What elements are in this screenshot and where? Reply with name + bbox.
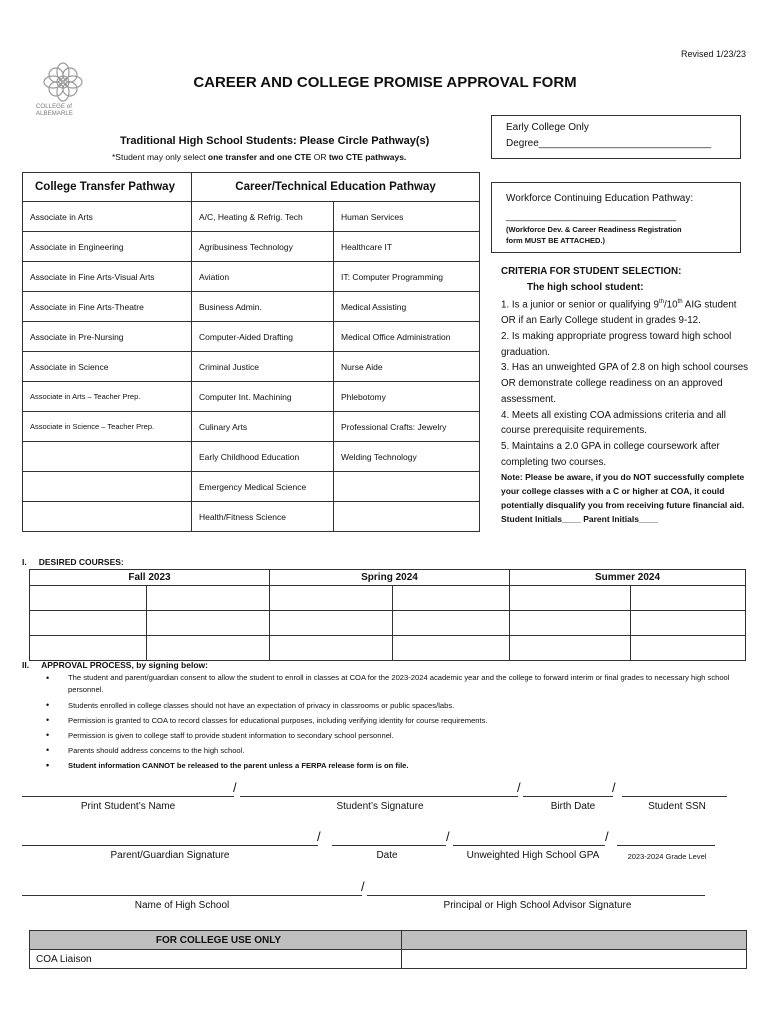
early-college-label: Early College Only: [506, 122, 589, 133]
cte-pathway-option[interactable]: Computer Int. Machining: [192, 382, 334, 412]
gpa-label: Unweighted High School GPA: [466, 850, 600, 861]
cte-pathway-option[interactable]: Welding Technology: [334, 442, 480, 472]
transfer-pathway-option[interactable]: Associate in Science – Teacher Prep.: [23, 412, 192, 442]
cte-pathway-option[interactable]: IT: Computer Programming: [334, 262, 480, 292]
logo-line-2: ALBEMARLE: [36, 111, 73, 117]
early-college-box: [491, 115, 741, 159]
header-college-transfer: College Transfer Pathway: [23, 173, 192, 202]
cte-pathway-option[interactable]: Criminal Justice: [192, 352, 334, 382]
cte-pathway-option[interactable]: Medical Assisting: [334, 292, 480, 322]
slash-separator: /: [517, 780, 521, 795]
advisor-signature-label: Principal or High School Advisor Signature: [443, 900, 632, 911]
criteria-item-4: 4. Meets all existing COA admissions criteria and all course prerequisite requirements.: [501, 409, 726, 437]
slash-separator: /: [605, 829, 609, 844]
student-signature-label: Student’s Signature: [336, 801, 424, 812]
course-cell[interactable]: [270, 636, 393, 661]
course-cell[interactable]: [30, 586, 147, 611]
criteria-item-5: 5. Maintains a 2.0 GPA in college coursework after completing two courses.: [501, 441, 720, 468]
high-school-name-label: Name of High School: [134, 900, 230, 911]
pathway-selection-note: *Student may only select one transfer and one CTE OR two CTE pathways.: [112, 152, 407, 162]
cte-pathway-option[interactable]: Phlebotomy: [334, 382, 480, 412]
parent-signature-line[interactable]: [22, 845, 318, 846]
logo-line-1: COLLEGE of: [36, 104, 73, 110]
cte-pathway-option[interactable]: Health/Fitness Science: [192, 502, 334, 532]
pathways-table: [22, 172, 480, 532]
course-row: [30, 611, 746, 636]
financial-aid-note: Note: Please be aware, if you do NOT successfully complete your college classes with a C or higher at COA, it could potentially disqualify you from receiving future financial aid.: [501, 472, 745, 511]
course-cell[interactable]: [147, 586, 270, 611]
pathway-row: [23, 352, 480, 382]
form-title: CAREER AND COLLEGE PROMISE APPROVAL FORM: [193, 74, 577, 91]
pathway-row: [23, 292, 480, 322]
transfer-pathway-option[interactable]: Associate in Fine Arts-Visual Arts: [23, 262, 192, 292]
cte-pathway-option[interactable]: Computer-Aided Drafting: [192, 322, 334, 352]
approval-bullets: [46, 671, 751, 773]
criteria-item-1: 1. Is a junior or senior or qualifying 9th/10th AIG student OR if an Early College student in grades 9-12.: [501, 299, 737, 327]
criteria-item-2: 2. Is making appropriate progress toward high school graduation.: [501, 331, 732, 358]
course-header-spring: Spring 2024: [270, 570, 510, 586]
cte-pathway-option[interactable]: Human Services: [334, 202, 480, 232]
cte-pathway-option[interactable]: Culinary Arts: [192, 412, 334, 442]
cte-pathway-option[interactable]: Agribusiness Technology: [192, 232, 334, 262]
college-use-table: [29, 930, 747, 969]
cte-pathway-option[interactable]: Aviation: [192, 262, 334, 292]
course-cell[interactable]: [30, 611, 147, 636]
print-student-name-label: Print Student’s Name: [80, 801, 176, 812]
student-signature-line[interactable]: [240, 796, 518, 797]
grade-level-label: 2023-2024 Grade Level: [627, 852, 707, 861]
course-row: [30, 636, 746, 661]
cte-pathway-option: [334, 472, 480, 502]
transfer-pathway-option[interactable]: Associate in Science: [23, 352, 192, 382]
workforce-pathway-field[interactable]: __________________________________: [506, 211, 677, 221]
transfer-pathway-option[interactable]: Associate in Pre-Nursing: [23, 322, 192, 352]
header-cte: Career/Technical Education Pathway: [192, 173, 480, 202]
course-cell[interactable]: [147, 611, 270, 636]
cte-pathway-option[interactable]: Professional Crafts: Jewelry: [334, 412, 480, 442]
criteria-item-3: 3. Has an unweighted GPA of 2.8 on high school courses OR demonstrate college readiness on an approved assessment.: [501, 362, 749, 405]
workforce-note: (Workforce Dev. & Career Readiness Registration form MUST BE ATTACHED.): [506, 225, 682, 245]
cte-pathway-option[interactable]: Business Admin.: [192, 292, 334, 322]
traditional-heading: Traditional High School Students: Please Circle Pathway(s): [120, 135, 430, 147]
criteria-section: [501, 264, 751, 526]
bullet-item: • Parents should address concerns to the high school.: [46, 743, 751, 758]
student-ssn-label: Student SSN: [648, 801, 706, 812]
course-header-summer: Summer 2024: [510, 570, 746, 586]
cte-pathway-option[interactable]: Early Childhood Education: [192, 442, 334, 472]
bullet-item: • The student and parent/guardian consent to allow the student to enroll in classes at COA for the 2023-2024 academic year and the college to forward interim or final grades to necessary high school personnel.: [46, 671, 751, 698]
cte-pathway-option: [334, 502, 480, 532]
transfer-pathway-option: [23, 472, 192, 502]
slash-separator: /: [317, 829, 321, 844]
bullet-item: • Student information CANNOT be released to the parent unless a FERPA release form is on file.: [46, 758, 751, 773]
bullet-item: • Permission is given to college staff to provide student information to secondary school personnel.: [46, 728, 751, 743]
college-use-header: FOR COLLEGE USE ONLY: [30, 931, 402, 950]
course-cell[interactable]: [30, 636, 147, 661]
pathway-row: [23, 412, 480, 442]
course-row: [30, 586, 746, 611]
pathway-row: [23, 322, 480, 352]
cte-pathway-option[interactable]: A/C, Heating & Refrig. Tech: [192, 202, 334, 232]
desired-courses-table: [29, 569, 746, 661]
bullet-item: • Students enrolled in college classes should not have an expectation of privacy in classrooms or public spaces/labs.: [46, 698, 751, 713]
high-school-name-line[interactable]: [22, 895, 362, 896]
slash-separator: /: [612, 780, 616, 795]
section-1-heading: I. DESIRED COURSES:: [22, 557, 124, 567]
date-line[interactable]: [332, 845, 446, 846]
initials-line[interactable]: Student Initials____ Parent Initials____: [501, 514, 658, 525]
course-cell[interactable]: [393, 636, 510, 661]
slash-separator: /: [233, 780, 237, 795]
pathway-row: [23, 502, 480, 532]
pathway-row: [23, 382, 480, 412]
gpa-line[interactable]: [453, 845, 605, 846]
college-use-header-blank: [402, 931, 747, 950]
coa-liaison-field[interactable]: [402, 950, 747, 969]
transfer-pathway-option[interactable]: Associate in Arts: [23, 202, 192, 232]
transfer-pathway-option[interactable]: Associate in Fine Arts-Theatre: [23, 292, 192, 322]
course-cell[interactable]: [631, 636, 746, 661]
cte-pathway-option[interactable]: Medical Office Administration: [334, 322, 480, 352]
criteria-heading: CRITERIA FOR STUDENT SELECTION:: [501, 266, 682, 277]
bullet-item: • Permission is granted to COA to record classes for educational purposes, including verifying identity for course requirements.: [46, 713, 751, 728]
course-cell[interactable]: [147, 636, 270, 661]
pathway-row: [23, 232, 480, 262]
section-2-heading: II. APPROVAL PROCESS, by signing below:: [22, 660, 208, 670]
course-cell[interactable]: [631, 586, 746, 611]
transfer-pathway-option: [23, 442, 192, 472]
student-ssn-line[interactable]: [622, 796, 727, 797]
course-cell[interactable]: [631, 611, 746, 636]
slash-separator: /: [446, 829, 450, 844]
revision-date: Revised 1/23/23: [680, 49, 746, 59]
pathway-row: [23, 472, 480, 502]
course-cell[interactable]: [270, 586, 393, 611]
cte-pathway-option[interactable]: Emergency Medical Science: [192, 472, 334, 502]
course-cell[interactable]: [393, 611, 510, 636]
transfer-pathway-option: [23, 502, 192, 532]
grade-level-line[interactable]: [617, 845, 715, 846]
course-cell[interactable]: [510, 586, 631, 611]
workforce-box: [491, 182, 741, 253]
early-college-degree-field[interactable]: Degree_______________________________: [506, 138, 712, 149]
print-student-name-line[interactable]: [22, 796, 234, 797]
course-cell[interactable]: [510, 611, 631, 636]
course-header-fall: Fall 2023: [30, 570, 270, 586]
workforce-title: Workforce Continuing Education Pathway:: [506, 193, 694, 204]
course-cell[interactable]: [510, 636, 631, 661]
course-cell[interactable]: [270, 611, 393, 636]
cte-pathway-option[interactable]: Healthcare IT: [334, 232, 480, 262]
cte-pathway-option[interactable]: Nurse Aide: [334, 352, 480, 382]
coa-liaison-label: COA Liaison: [30, 950, 402, 969]
course-cell[interactable]: [393, 586, 510, 611]
advisor-signature-line[interactable]: [367, 895, 705, 896]
slash-separator: /: [361, 879, 365, 894]
criteria-subheading: The high school student:: [527, 281, 644, 293]
birth-date-label: Birth Date: [550, 801, 596, 812]
birth-date-line[interactable]: [523, 796, 613, 797]
pathway-row: [23, 442, 480, 472]
pathway-row: [23, 202, 480, 232]
date-label: Date: [376, 850, 398, 861]
pathway-row: [23, 262, 480, 292]
transfer-pathway-option[interactable]: Associate in Engineering: [23, 232, 192, 262]
college-logo: [36, 60, 90, 126]
transfer-pathway-option[interactable]: Associate in Arts – Teacher Prep.: [23, 382, 192, 412]
parent-signature-label: Parent/Guardian Signature: [110, 850, 230, 861]
